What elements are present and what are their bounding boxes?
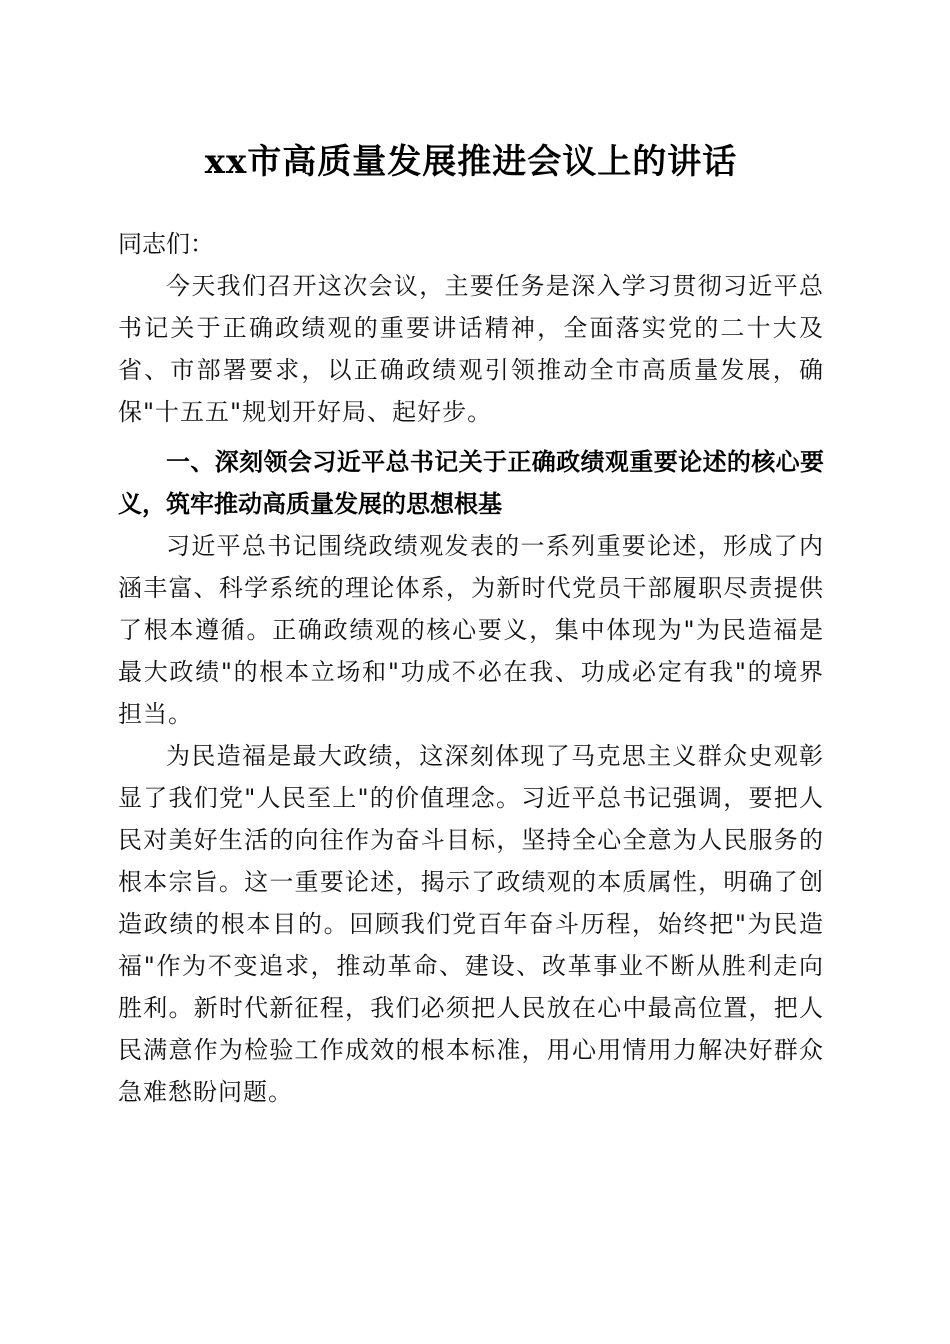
intro-paragraph: 今天我们召开这次会议，主要任务是深入学习贯彻习近平总书记关于正确政绩观的重要讲话精神，全面落实党的二十大及省、市部署要求，以正确政绩观引领推动全市高质量发展，确保"十五五"规划开好局、起好步。 <box>118 272 824 426</box>
document-title: xx市高质量发展推进会议上的讲话 <box>204 142 738 182</box>
salutation: 同志们： <box>118 230 214 258</box>
spacer <box>118 433 824 441</box>
document-page <box>118 0 824 1113</box>
section-1-paragraph-2: 为民造福是最大政绩，这深刻体现了马克思主义群众史观彰显了我们党"人民至上"的价值理念。习近平总书记强调，要把人民对美好生活的向往作为奋斗目标，坚持全心全意为人民服务的根本宗旨。这一重要论述，揭示了政绩观的本质属性，明确了创造政绩的根本目的。回顾我们党百年奋斗历程，始终把"为民造福"作为不变追求，推动革命、建设、改革事业不断从胜利走向胜利。新时代新征程，我们必须把人民放在心中最高位置，把人民满意作为检验工作成效的根本标准，用心用情用力解决好群众急难愁盼问题。 <box>118 742 824 1106</box>
section-1-paragraph-1: 习近平总书记围绕政绩观发表的一系列重要论述，形成了内涵丰富、科学系统的理论体系，为新时代党员干部履职尽责提供了根本遵循。正确政绩观的核心要义，集中体现为"为民造福是最大政绩"的根本立场和"功成不必在我、功成必定有我"的境界担当。 <box>118 532 824 728</box>
section-1-heading: 一、深刻领会习近平总书记关于正确政绩观重要论述的核心要义，筑牢推动高质量发展的思想根基 <box>118 448 824 518</box>
